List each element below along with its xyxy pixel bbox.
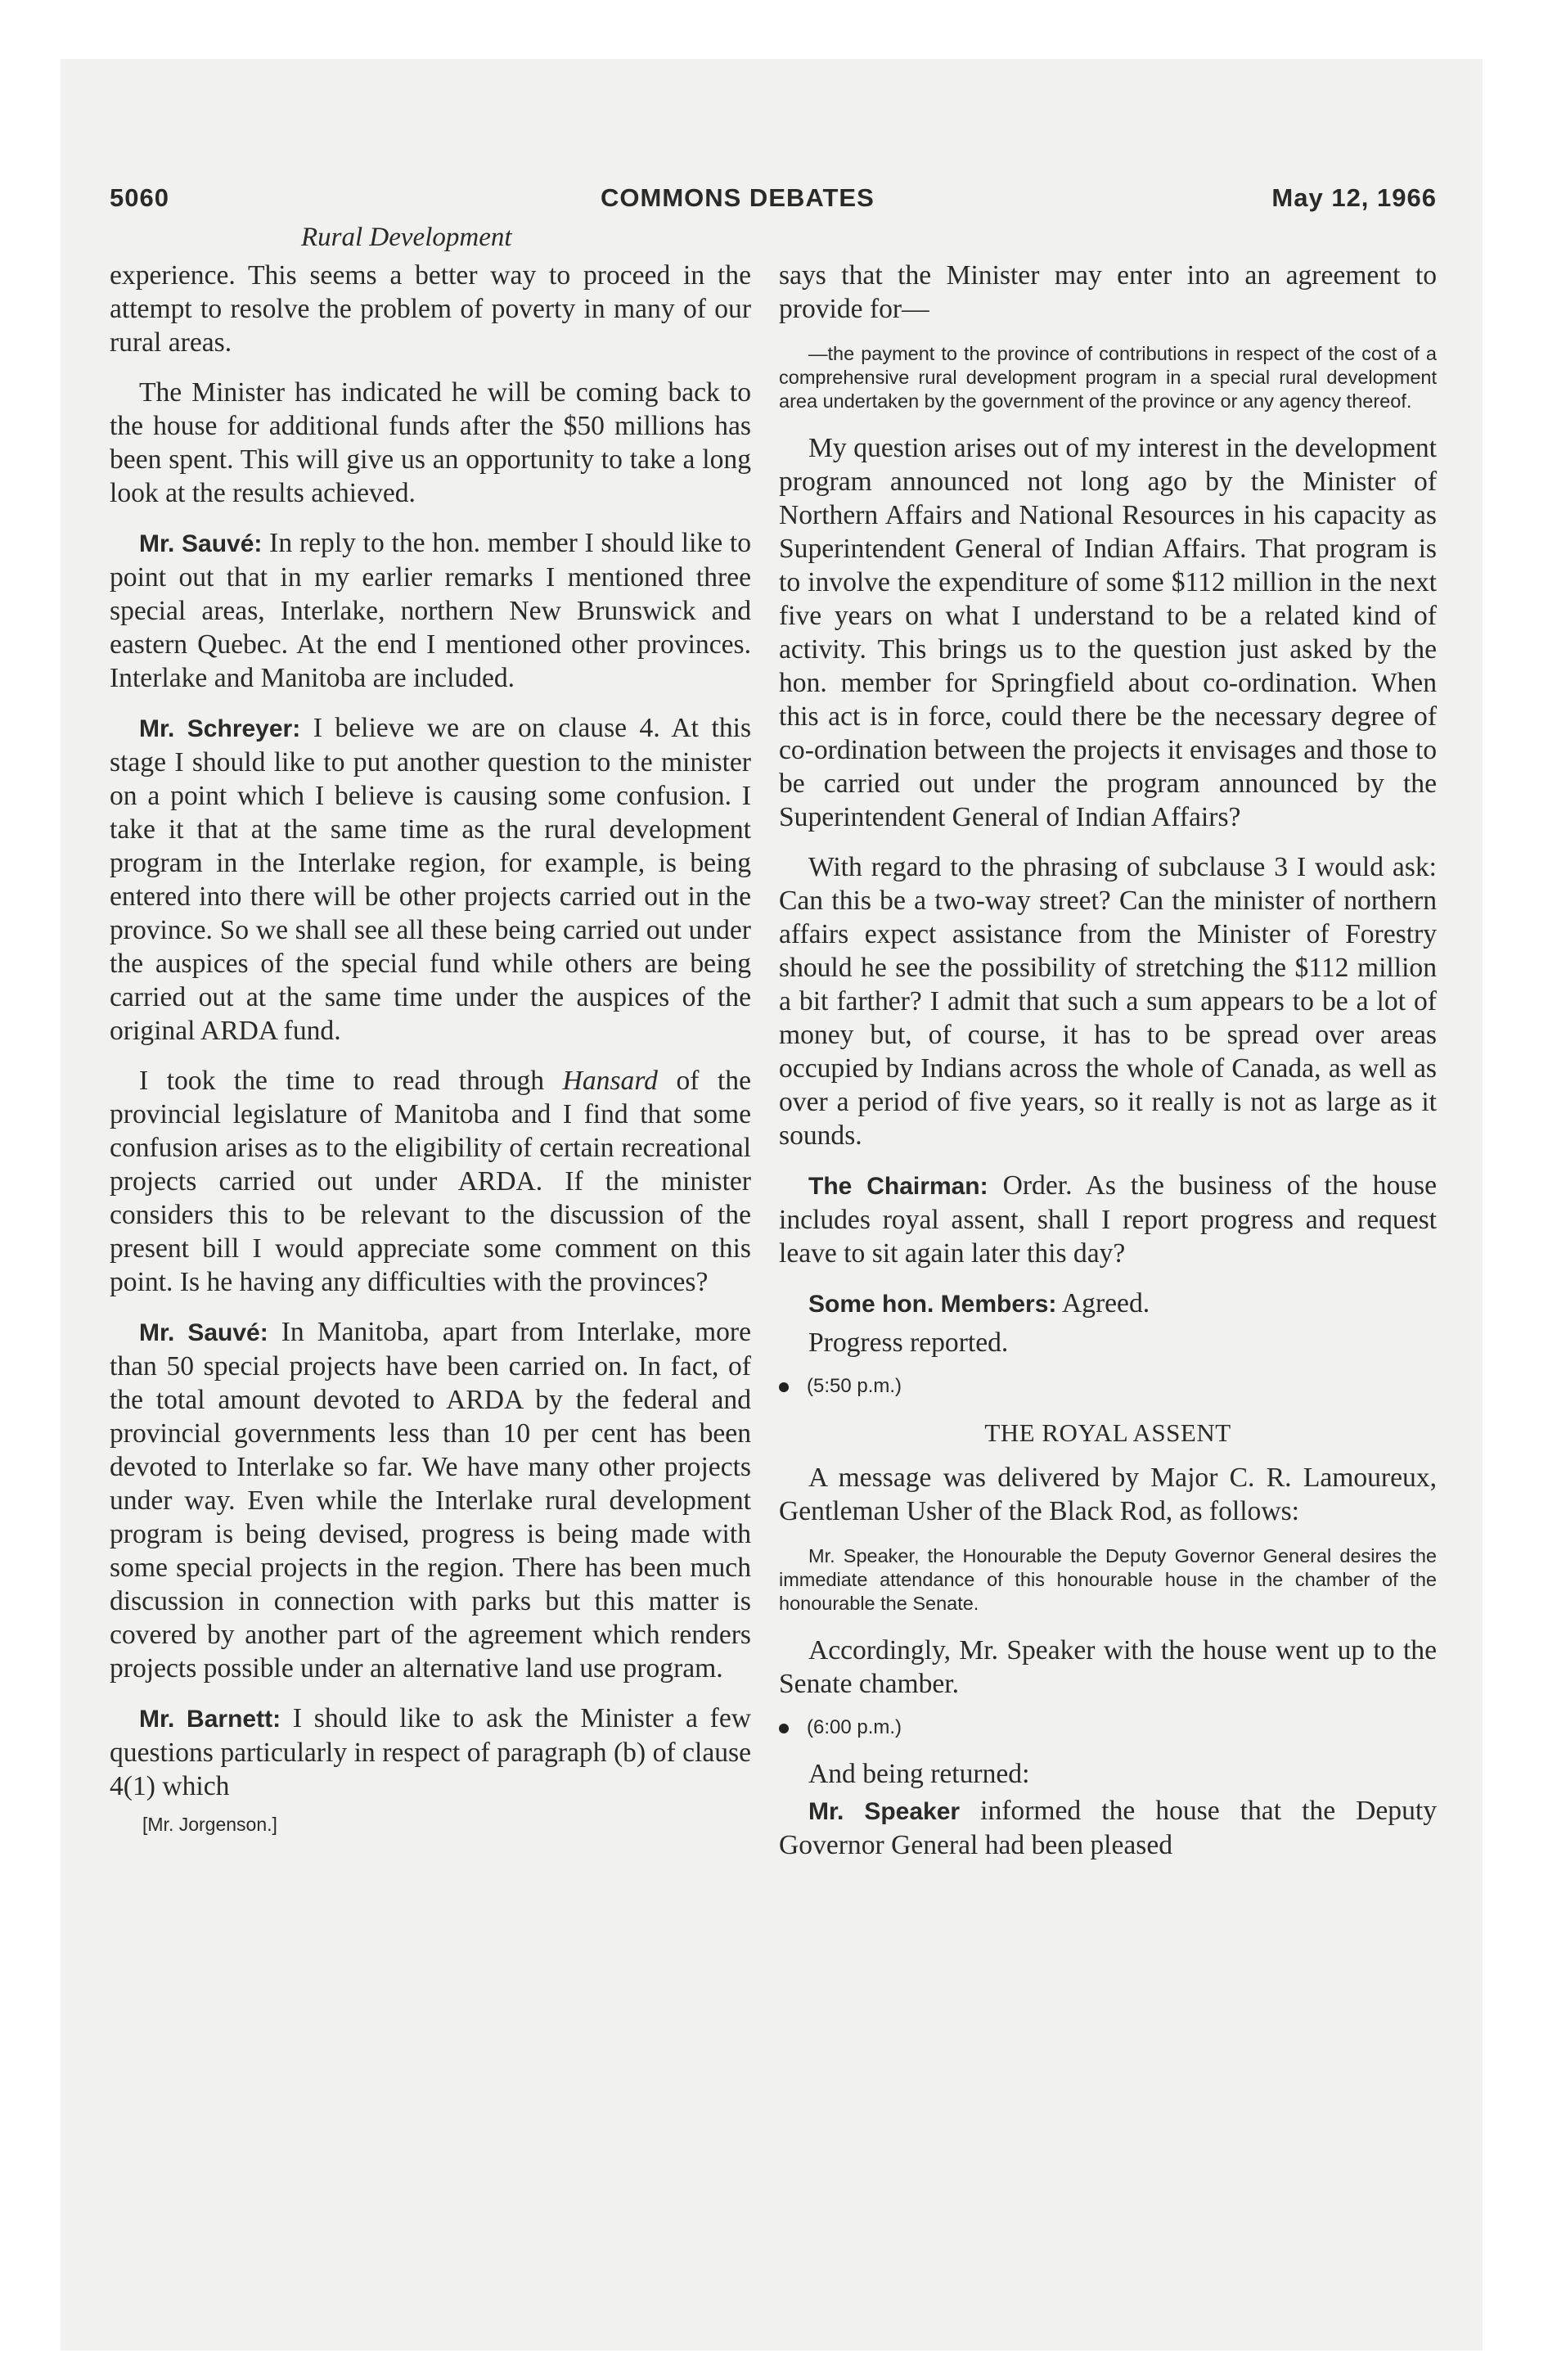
progress-reported: Progress reported.	[808, 1327, 1009, 1358]
speaker-name: Mr. Speaker	[808, 1798, 961, 1825]
timestamp	[779, 1369, 1437, 1403]
speech-members	[779, 1287, 1437, 1321]
quoted-clause: —the payment to the province of contributions in respect of the cost of a comprehensive rural development program in a special rural development area undertaken by the government of the province or any agency thereof.	[779, 343, 1437, 412]
bullet-icon	[779, 1382, 789, 1392]
text-run: of the provincial legislature of Manitoba and I find that some confusion arises as to the eligibility of certain recreational projects carried out under ARDA. If the minister considers this to be relevant to the discussion of the present bill I would appreciate some comment on this point. Is he having any difficulties with the provinces?	[110, 1066, 751, 1297]
bullet-icon	[779, 1724, 789, 1733]
section-heading: THE ROYAL ASSENT	[984, 1418, 1231, 1447]
hansard-title: Hansard	[562, 1066, 658, 1096]
page-date: May 12, 1966	[1271, 183, 1437, 212]
speech-sauve-2	[110, 1315, 751, 1685]
paragraph: And being returned:	[808, 1759, 1030, 1789]
right-column	[779, 259, 1437, 1878]
speech-text: In Manitoba, apart from Interlake, more than 50 special projects have been carried on. In fact, of the total amount devoted to ARDA by the federal and provincial governments less than 10 per cent has been devoted to Interlake so far. We have many other projects under way. Even while the Interlake rural development program is being devised, progress is being made with some special projects in the region. There has been much discussion in connection with parks but this matter is covered by another part of the agreement which renders projects possible under an alternative land use program.	[110, 1317, 752, 1684]
time-text: (5:50 p.m.)	[807, 1375, 902, 1397]
page-number: 5060	[110, 183, 169, 212]
speech-sauve-1	[110, 526, 751, 695]
speaker-name: Mr. Barnett:	[139, 1706, 281, 1733]
speech-text: I believe we are on clause 4. At this stage I should like to put another question to the minister on a point which I believe is causing some confusion. I take it that at the same time as the rural development program in the Interlake region, for example, is being entered into there will be other projects carried out in the province. So we shall see all these being carried out under the auspices of the special fund while others are being carried out at the same time under the auspices of the original ARDA fund.	[110, 713, 752, 1046]
speech-schreyer	[110, 711, 751, 1048]
section-title: Rural Development	[301, 223, 512, 252]
speaker-name: The Chairman:	[808, 1173, 988, 1200]
text-run: I took the time to read through	[139, 1066, 563, 1096]
speaker-name: Mr. Sauvé:	[139, 530, 263, 557]
paragraph: Accordingly, Mr. Speaker with the house went up to the Senate chamber.	[779, 1635, 1437, 1699]
page-header	[110, 183, 1437, 224]
speaker-name: Mr. Schreyer:	[139, 715, 301, 742]
hansard-page	[110, 183, 1437, 1860]
speech-speaker	[779, 1794, 1437, 1862]
paragraph: My question arises out of my interest in the development program announced not long ago by the Minister of Northern Affairs and National Resources in his capacity as Superintendent General of Indian Affairs. That program is to involve the expenditure of some $112 million in the next five years on what I understand to be a related kind of activity. This brings us to the question just asked by the hon. member for Springfield about co-ordination. When this act is in force, could there be the necessary degree of co-ordination between the projects it envisages and those to be carried out under the program announced by the Superintendent General of Indian Affairs?	[779, 433, 1437, 832]
paragraph: A message was delivered by Major C. R. Lamoureux, Gentleman Usher of the Black Rod, as follows:	[779, 1463, 1437, 1526]
speech-text: In reply to the hon. member I should like to point out that in my earlier remarks I mentioned three special areas, Interlake, northern New Brunswick and eastern Quebec. At the end I mentioned other provinces. Interlake and Manitoba are included.	[110, 528, 752, 693]
speech-text: informed the house that the Deputy Governor General had been pleased	[779, 1796, 1437, 1860]
speech-barnett	[110, 1702, 751, 1803]
speech-text: Order. As the business of the house includes royal assent, shall I report progress and request leave to sit again later this day?	[779, 1170, 1437, 1269]
paragraph: experience. This seems a better way to proceed in the attempt to resolve the problem of poverty in many of our rural areas.	[110, 260, 751, 358]
speech-text: I should like to ask the Minister a few questions particularly in respect of paragraph (b) of clause 4(1) which	[110, 1703, 751, 1801]
speech-text: Agreed.	[1056, 1288, 1150, 1318]
left-column	[110, 259, 751, 1841]
page-footer: [Mr. Jorgenson.]	[142, 1814, 277, 1835]
paragraph: The Minister has indicated he will be coming back to the house for additional funds after the $50 millions has been spent. This will give us an opportunity to take a long look at the results achieved.	[110, 377, 751, 508]
publication-title: COMMONS DEBATES	[601, 183, 875, 212]
speech-chairman	[779, 1169, 1437, 1270]
speaker-name: Some hon. Members:	[808, 1291, 1057, 1318]
timestamp	[779, 1711, 1437, 1744]
speaker-name: Mr. Sauvé:	[139, 1319, 268, 1346]
time-text: (6:00 p.m.)	[807, 1716, 902, 1738]
quoted-message: Mr. Speaker, the Honourable the Deputy Governor General desires the immediate attendance of this honourable house in the chamber of the honourable the Senate.	[779, 1545, 1437, 1614]
paragraph: says that the Minister may enter into an agreement to provide for—	[779, 260, 1437, 324]
paragraph: With regard to the phrasing of subclause 3 I would ask: Can this be a two-way street? Can the minister of northern affairs expect assistance from the Minister of Forestry should he see the possibility of stretching the $112 million a bit farther? I admit that such a sum appears to be a lot of money but, of course, it has to be spread over areas occupied by Indians across the whole of Canada, as well as over a period of five years, so it really is not as large as it sounds.	[779, 852, 1437, 1151]
paragraph	[110, 1064, 751, 1299]
